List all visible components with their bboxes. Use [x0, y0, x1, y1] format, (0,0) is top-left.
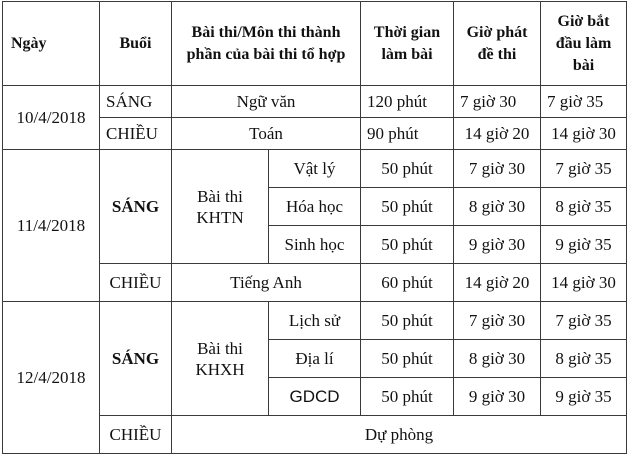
issue-time-cell: 7 giờ 30	[454, 150, 541, 188]
header-session: Buổi	[100, 2, 172, 86]
session-cell: CHIỀU	[100, 416, 172, 454]
session-cell: SÁNG	[100, 86, 172, 118]
duration-cell: 50 phút	[361, 302, 454, 340]
table-row	[3, 150, 627, 188]
table-row	[3, 302, 627, 340]
header-duration: Thời gian làm bài	[361, 2, 454, 86]
start-time-cell: 7 giờ 35	[541, 150, 627, 188]
session-cell: SÁNG	[100, 302, 172, 416]
start-time-cell: 14 giờ 30	[541, 118, 627, 150]
header-date: Ngày	[3, 2, 100, 86]
date-cell: 11/4/2018	[3, 150, 100, 302]
start-time-cell: 7 giờ 35	[541, 302, 627, 340]
issue-time-cell: 9 giờ 30	[454, 226, 541, 264]
subject-cell: Vật lý	[269, 150, 361, 188]
subject-cell: Hóa học	[269, 188, 361, 226]
subject-cell: GDCD	[269, 378, 361, 416]
header-start-time: Giờ bắt đầu làm bài	[541, 2, 627, 86]
start-time-cell: 14 giờ 30	[541, 264, 627, 302]
issue-time-cell: 9 giờ 30	[454, 378, 541, 416]
duration-cell: 90 phút	[361, 118, 454, 150]
duration-cell: 50 phút	[361, 188, 454, 226]
duration-cell: 50 phút	[361, 378, 454, 416]
subject-cell: Lịch sử	[269, 302, 361, 340]
date-cell: 12/4/2018	[3, 302, 100, 454]
start-time-cell: 8 giờ 35	[541, 340, 627, 378]
start-time-cell: 9 giờ 35	[541, 378, 627, 416]
date-cell: 10/4/2018	[3, 86, 100, 150]
subject-cell: Ngữ văn	[172, 86, 361, 118]
issue-time-cell: 7 giờ 30	[454, 302, 541, 340]
table-row	[3, 86, 627, 118]
duration-cell: 60 phút	[361, 264, 454, 302]
subject-cell: Tiếng Anh	[172, 264, 361, 302]
combo-cell: Bài thi KHTN	[172, 150, 269, 264]
session-cell: CHIỀU	[100, 264, 172, 302]
header-subject: Bài thi/Môn thi thành phần của bài thi tổ hợp	[172, 2, 361, 86]
header-issue-time: Giờ phát đề thi	[454, 2, 541, 86]
combo-cell: Bài thi KHXH	[172, 302, 269, 416]
issue-time-cell: 8 giờ 30	[454, 188, 541, 226]
exam-schedule-table	[2, 1, 627, 454]
duration-cell: 50 phút	[361, 226, 454, 264]
issue-time-cell: 7 giờ 30	[454, 86, 541, 118]
duration-cell: 120 phút	[361, 86, 454, 118]
duration-cell: 50 phút	[361, 150, 454, 188]
session-cell: SÁNG	[100, 150, 172, 264]
header-row	[3, 2, 627, 86]
session-cell: CHIỀU	[100, 118, 172, 150]
start-time-cell: 8 giờ 35	[541, 188, 627, 226]
issue-time-cell: 8 giờ 30	[454, 340, 541, 378]
duration-cell: 50 phút	[361, 340, 454, 378]
issue-time-cell: 14 giờ 20	[454, 118, 541, 150]
start-time-cell: 7 giờ 35	[541, 86, 627, 118]
subject-cell: Dự phòng	[172, 416, 627, 454]
subject-cell: Địa lí	[269, 340, 361, 378]
subject-cell: Toán	[172, 118, 361, 150]
subject-cell: Sinh học	[269, 226, 361, 264]
start-time-cell: 9 giờ 35	[541, 226, 627, 264]
issue-time-cell: 14 giờ 20	[454, 264, 541, 302]
